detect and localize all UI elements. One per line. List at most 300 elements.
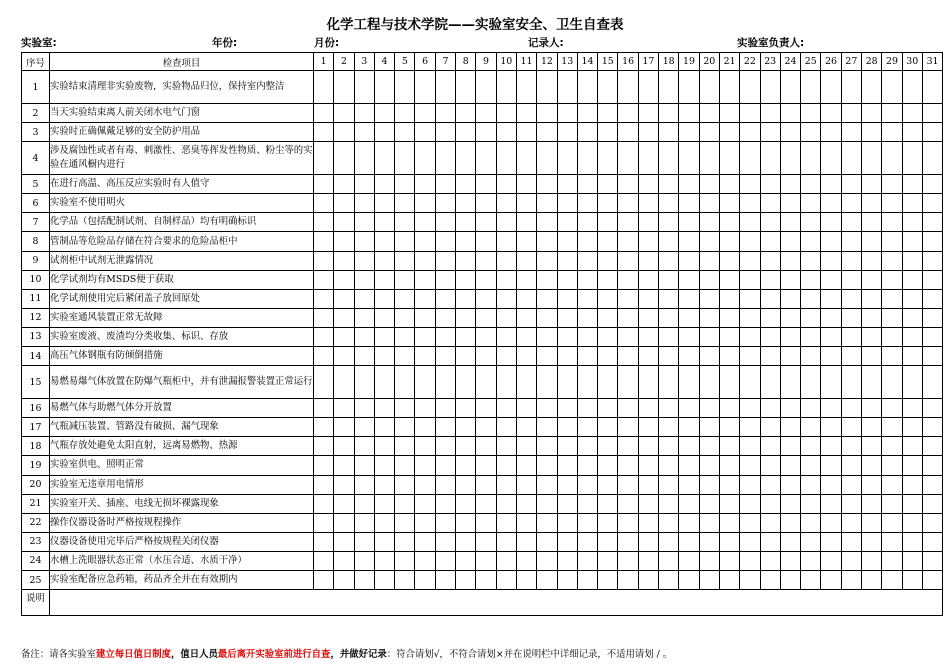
day-cell[interactable] [638, 308, 658, 327]
day-cell[interactable] [618, 232, 638, 251]
day-cell[interactable] [841, 456, 861, 475]
day-cell[interactable] [922, 270, 942, 289]
day-cell[interactable] [395, 570, 415, 589]
day-cell[interactable] [598, 437, 618, 456]
day-cell[interactable] [780, 570, 800, 589]
day-cell[interactable] [456, 308, 476, 327]
day-cell[interactable] [314, 570, 334, 589]
day-cell[interactable] [902, 123, 922, 142]
day-cell[interactable] [537, 456, 557, 475]
day-cell[interactable] [740, 532, 760, 551]
day-cell[interactable] [415, 418, 435, 437]
day-cell[interactable] [598, 175, 618, 194]
day-cell[interactable] [354, 71, 374, 104]
day-cell[interactable] [882, 213, 902, 232]
day-cell[interactable] [862, 104, 882, 123]
day-cell[interactable] [760, 308, 780, 327]
day-cell[interactable] [415, 327, 435, 346]
day-cell[interactable] [557, 194, 577, 213]
day-cell[interactable] [496, 399, 516, 418]
day-cell[interactable] [659, 232, 679, 251]
day-cell[interactable] [638, 551, 658, 570]
day-cell[interactable] [354, 327, 374, 346]
day-cell[interactable] [374, 104, 394, 123]
day-cell[interactable] [902, 194, 922, 213]
day-cell[interactable] [719, 104, 739, 123]
day-cell[interactable] [395, 104, 415, 123]
day-cell[interactable] [760, 347, 780, 366]
day-cell[interactable] [801, 142, 821, 175]
day-cell[interactable] [354, 175, 374, 194]
day-cell[interactable] [496, 123, 516, 142]
day-cell[interactable] [557, 251, 577, 270]
day-cell[interactable] [334, 175, 354, 194]
day-cell[interactable] [537, 399, 557, 418]
day-cell[interactable] [760, 142, 780, 175]
day-cell[interactable] [740, 71, 760, 104]
day-cell[interactable] [862, 289, 882, 308]
day-cell[interactable] [760, 71, 780, 104]
day-cell[interactable] [841, 399, 861, 418]
day-cell[interactable] [577, 213, 597, 232]
day-cell[interactable] [902, 142, 922, 175]
day-cell[interactable] [516, 494, 536, 513]
day-cell[interactable] [801, 494, 821, 513]
day-cell[interactable] [922, 366, 942, 399]
day-cell[interactable] [902, 232, 922, 251]
day-cell[interactable] [476, 437, 496, 456]
day-cell[interactable] [516, 327, 536, 346]
day-cell[interactable] [395, 347, 415, 366]
day-cell[interactable] [719, 513, 739, 532]
day-cell[interactable] [476, 104, 496, 123]
day-cell[interactable] [699, 213, 719, 232]
day-cell[interactable] [719, 570, 739, 589]
day-cell[interactable] [780, 475, 800, 494]
day-cell[interactable] [314, 232, 334, 251]
day-cell[interactable] [516, 570, 536, 589]
day-cell[interactable] [314, 418, 334, 437]
day-cell[interactable] [679, 551, 699, 570]
day-cell[interactable] [334, 399, 354, 418]
day-cell[interactable] [801, 399, 821, 418]
day-cell[interactable] [395, 251, 415, 270]
day-cell[interactable] [516, 399, 536, 418]
day-cell[interactable] [598, 194, 618, 213]
day-cell[interactable] [719, 418, 739, 437]
day-cell[interactable] [821, 213, 841, 232]
day-cell[interactable] [334, 570, 354, 589]
day-cell[interactable] [537, 104, 557, 123]
day-cell[interactable] [395, 71, 415, 104]
day-cell[interactable] [334, 289, 354, 308]
day-cell[interactable] [395, 494, 415, 513]
day-cell[interactable] [374, 71, 394, 104]
day-cell[interactable] [922, 418, 942, 437]
day-cell[interactable] [334, 194, 354, 213]
day-cell[interactable] [902, 366, 922, 399]
day-cell[interactable] [598, 142, 618, 175]
day-cell[interactable] [456, 142, 476, 175]
day-cell[interactable] [679, 289, 699, 308]
day-cell[interactable] [780, 71, 800, 104]
day-cell[interactable] [577, 551, 597, 570]
day-cell[interactable] [314, 347, 334, 366]
day-cell[interactable] [395, 366, 415, 399]
day-cell[interactable] [841, 104, 861, 123]
day-cell[interactable] [334, 104, 354, 123]
day-cell[interactable] [618, 71, 638, 104]
day-cell[interactable] [557, 232, 577, 251]
day-cell[interactable] [334, 308, 354, 327]
day-cell[interactable] [679, 456, 699, 475]
day-cell[interactable] [557, 570, 577, 589]
day-cell[interactable] [395, 475, 415, 494]
day-cell[interactable] [415, 366, 435, 399]
day-cell[interactable] [638, 347, 658, 366]
day-cell[interactable] [354, 194, 374, 213]
day-cell[interactable] [862, 308, 882, 327]
day-cell[interactable] [882, 194, 902, 213]
day-cell[interactable] [577, 71, 597, 104]
day-cell[interactable] [922, 289, 942, 308]
day-cell[interactable] [618, 270, 638, 289]
day-cell[interactable] [537, 347, 557, 366]
day-cell[interactable] [374, 251, 394, 270]
day-cell[interactable] [780, 123, 800, 142]
day-cell[interactable] [598, 270, 618, 289]
day-cell[interactable] [882, 456, 902, 475]
day-cell[interactable] [415, 175, 435, 194]
day-cell[interactable] [638, 327, 658, 346]
day-cell[interactable] [577, 456, 597, 475]
day-cell[interactable] [415, 123, 435, 142]
day-cell[interactable] [801, 194, 821, 213]
day-cell[interactable] [902, 570, 922, 589]
day-cell[interactable] [699, 399, 719, 418]
day-cell[interactable] [435, 308, 455, 327]
day-cell[interactable] [902, 513, 922, 532]
day-cell[interactable] [537, 551, 557, 570]
day-cell[interactable] [780, 270, 800, 289]
day-cell[interactable] [679, 418, 699, 437]
day-cell[interactable] [841, 270, 861, 289]
day-cell[interactable] [922, 399, 942, 418]
day-cell[interactable] [801, 532, 821, 551]
day-cell[interactable] [456, 418, 476, 437]
day-cell[interactable] [679, 194, 699, 213]
day-cell[interactable] [435, 123, 455, 142]
day-cell[interactable] [415, 232, 435, 251]
day-cell[interactable] [882, 570, 902, 589]
day-cell[interactable] [882, 308, 902, 327]
day-cell[interactable] [659, 213, 679, 232]
day-cell[interactable] [618, 551, 638, 570]
day-cell[interactable] [740, 366, 760, 399]
day-cell[interactable] [354, 475, 374, 494]
day-cell[interactable] [659, 327, 679, 346]
day-cell[interactable] [334, 270, 354, 289]
day-cell[interactable] [902, 251, 922, 270]
day-cell[interactable] [659, 418, 679, 437]
day-cell[interactable] [618, 142, 638, 175]
day-cell[interactable] [638, 142, 658, 175]
day-cell[interactable] [862, 123, 882, 142]
day-cell[interactable] [354, 513, 374, 532]
day-cell[interactable] [537, 71, 557, 104]
day-cell[interactable] [659, 270, 679, 289]
day-cell[interactable] [598, 213, 618, 232]
day-cell[interactable] [638, 194, 658, 213]
day-cell[interactable] [760, 327, 780, 346]
day-cell[interactable] [516, 194, 536, 213]
day-cell[interactable] [801, 327, 821, 346]
day-cell[interactable] [699, 289, 719, 308]
day-cell[interactable] [314, 366, 334, 399]
day-cell[interactable] [334, 347, 354, 366]
day-cell[interactable] [435, 418, 455, 437]
day-cell[interactable] [659, 347, 679, 366]
day-cell[interactable] [456, 175, 476, 194]
day-cell[interactable] [557, 399, 577, 418]
day-cell[interactable] [395, 532, 415, 551]
day-cell[interactable] [638, 418, 658, 437]
day-cell[interactable] [577, 366, 597, 399]
day-cell[interactable] [699, 71, 719, 104]
day-cell[interactable] [577, 494, 597, 513]
day-cell[interactable] [821, 251, 841, 270]
day-cell[interactable] [922, 123, 942, 142]
day-cell[interactable] [699, 513, 719, 532]
day-cell[interactable] [760, 123, 780, 142]
day-cell[interactable] [476, 142, 496, 175]
day-cell[interactable] [659, 289, 679, 308]
day-cell[interactable] [902, 308, 922, 327]
day-cell[interactable] [476, 399, 496, 418]
day-cell[interactable] [314, 327, 334, 346]
day-cell[interactable] [882, 289, 902, 308]
day-cell[interactable] [537, 142, 557, 175]
day-cell[interactable] [618, 327, 638, 346]
day-cell[interactable] [821, 232, 841, 251]
day-cell[interactable] [374, 327, 394, 346]
day-cell[interactable] [659, 456, 679, 475]
day-cell[interactable] [699, 437, 719, 456]
day-cell[interactable] [334, 213, 354, 232]
day-cell[interactable] [659, 532, 679, 551]
day-cell[interactable] [314, 251, 334, 270]
day-cell[interactable] [740, 494, 760, 513]
day-cell[interactable] [598, 123, 618, 142]
day-cell[interactable] [374, 570, 394, 589]
day-cell[interactable] [841, 123, 861, 142]
day-cell[interactable] [862, 456, 882, 475]
day-cell[interactable] [496, 418, 516, 437]
day-cell[interactable] [456, 494, 476, 513]
day-cell[interactable] [354, 104, 374, 123]
day-cell[interactable] [577, 308, 597, 327]
day-cell[interactable] [577, 232, 597, 251]
day-cell[interactable] [476, 570, 496, 589]
day-cell[interactable] [537, 232, 557, 251]
day-cell[interactable] [902, 327, 922, 346]
day-cell[interactable] [537, 289, 557, 308]
day-cell[interactable] [740, 513, 760, 532]
day-cell[interactable] [821, 475, 841, 494]
day-cell[interactable] [760, 213, 780, 232]
day-cell[interactable] [415, 456, 435, 475]
day-cell[interactable] [659, 123, 679, 142]
day-cell[interactable] [882, 327, 902, 346]
day-cell[interactable] [902, 494, 922, 513]
day-cell[interactable] [537, 270, 557, 289]
day-cell[interactable] [801, 570, 821, 589]
day-cell[interactable] [679, 104, 699, 123]
day-cell[interactable] [395, 213, 415, 232]
day-cell[interactable] [862, 232, 882, 251]
day-cell[interactable] [496, 194, 516, 213]
day-cell[interactable] [801, 513, 821, 532]
day-cell[interactable] [841, 213, 861, 232]
day-cell[interactable] [618, 366, 638, 399]
day-cell[interactable] [719, 232, 739, 251]
day-cell[interactable] [374, 142, 394, 175]
day-cell[interactable] [374, 551, 394, 570]
day-cell[interactable] [476, 475, 496, 494]
day-cell[interactable] [516, 213, 536, 232]
day-cell[interactable] [659, 71, 679, 104]
day-cell[interactable] [415, 475, 435, 494]
day-cell[interactable] [679, 570, 699, 589]
day-cell[interactable] [456, 532, 476, 551]
day-cell[interactable] [699, 194, 719, 213]
day-cell[interactable] [314, 142, 334, 175]
day-cell[interactable] [354, 213, 374, 232]
day-cell[interactable] [496, 270, 516, 289]
day-cell[interactable] [922, 232, 942, 251]
day-cell[interactable] [922, 494, 942, 513]
day-cell[interactable] [314, 551, 334, 570]
day-cell[interactable] [719, 308, 739, 327]
day-cell[interactable] [618, 399, 638, 418]
day-cell[interactable] [374, 513, 394, 532]
day-cell[interactable] [679, 232, 699, 251]
day-cell[interactable] [638, 570, 658, 589]
day-cell[interactable] [537, 570, 557, 589]
day-cell[interactable] [882, 232, 902, 251]
day-cell[interactable] [598, 513, 618, 532]
day-cell[interactable] [719, 71, 739, 104]
day-cell[interactable] [618, 456, 638, 475]
day-cell[interactable] [618, 513, 638, 532]
day-cell[interactable] [862, 270, 882, 289]
day-cell[interactable] [862, 570, 882, 589]
day-cell[interactable] [334, 475, 354, 494]
day-cell[interactable] [760, 175, 780, 194]
day-cell[interactable] [476, 551, 496, 570]
day-cell[interactable] [435, 71, 455, 104]
day-cell[interactable] [516, 123, 536, 142]
day-cell[interactable] [699, 142, 719, 175]
day-cell[interactable] [516, 175, 536, 194]
day-cell[interactable] [780, 175, 800, 194]
day-cell[interactable] [618, 532, 638, 551]
day-cell[interactable] [354, 308, 374, 327]
day-cell[interactable] [760, 513, 780, 532]
day-cell[interactable] [598, 232, 618, 251]
day-cell[interactable] [374, 494, 394, 513]
day-cell[interactable] [577, 570, 597, 589]
day-cell[interactable] [374, 418, 394, 437]
day-cell[interactable] [882, 475, 902, 494]
day-cell[interactable] [740, 213, 760, 232]
day-cell[interactable] [456, 366, 476, 399]
day-cell[interactable] [699, 347, 719, 366]
day-cell[interactable] [557, 104, 577, 123]
day-cell[interactable] [780, 513, 800, 532]
day-cell[interactable] [374, 123, 394, 142]
day-cell[interactable] [395, 142, 415, 175]
day-cell[interactable] [577, 251, 597, 270]
day-cell[interactable] [638, 399, 658, 418]
day-cell[interactable] [801, 289, 821, 308]
day-cell[interactable] [882, 418, 902, 437]
day-cell[interactable] [659, 251, 679, 270]
day-cell[interactable] [435, 194, 455, 213]
day-cell[interactable] [821, 308, 841, 327]
day-cell[interactable] [679, 494, 699, 513]
day-cell[interactable] [679, 213, 699, 232]
day-cell[interactable] [719, 194, 739, 213]
day-cell[interactable] [516, 475, 536, 494]
day-cell[interactable] [374, 366, 394, 399]
day-cell[interactable] [516, 251, 536, 270]
day-cell[interactable] [354, 347, 374, 366]
day-cell[interactable] [922, 213, 942, 232]
day-cell[interactable] [557, 437, 577, 456]
day-cell[interactable] [699, 270, 719, 289]
day-cell[interactable] [740, 347, 760, 366]
day-cell[interactable] [435, 104, 455, 123]
day-cell[interactable] [334, 418, 354, 437]
day-cell[interactable] [821, 456, 841, 475]
day-cell[interactable] [334, 123, 354, 142]
day-cell[interactable] [719, 327, 739, 346]
day-cell[interactable] [740, 308, 760, 327]
day-cell[interactable] [638, 175, 658, 194]
day-cell[interactable] [456, 289, 476, 308]
day-cell[interactable] [598, 456, 618, 475]
day-cell[interactable] [496, 213, 516, 232]
day-cell[interactable] [618, 308, 638, 327]
day-cell[interactable] [598, 494, 618, 513]
day-cell[interactable] [699, 551, 719, 570]
day-cell[interactable] [314, 289, 334, 308]
day-cell[interactable] [537, 327, 557, 346]
day-cell[interactable] [638, 104, 658, 123]
day-cell[interactable] [314, 175, 334, 194]
day-cell[interactable] [780, 399, 800, 418]
day-cell[interactable] [659, 475, 679, 494]
day-cell[interactable] [638, 366, 658, 399]
day-cell[interactable] [740, 142, 760, 175]
day-cell[interactable] [862, 418, 882, 437]
day-cell[interactable] [435, 456, 455, 475]
day-cell[interactable] [374, 347, 394, 366]
day-cell[interactable] [557, 418, 577, 437]
day-cell[interactable] [456, 71, 476, 104]
day-cell[interactable] [902, 71, 922, 104]
